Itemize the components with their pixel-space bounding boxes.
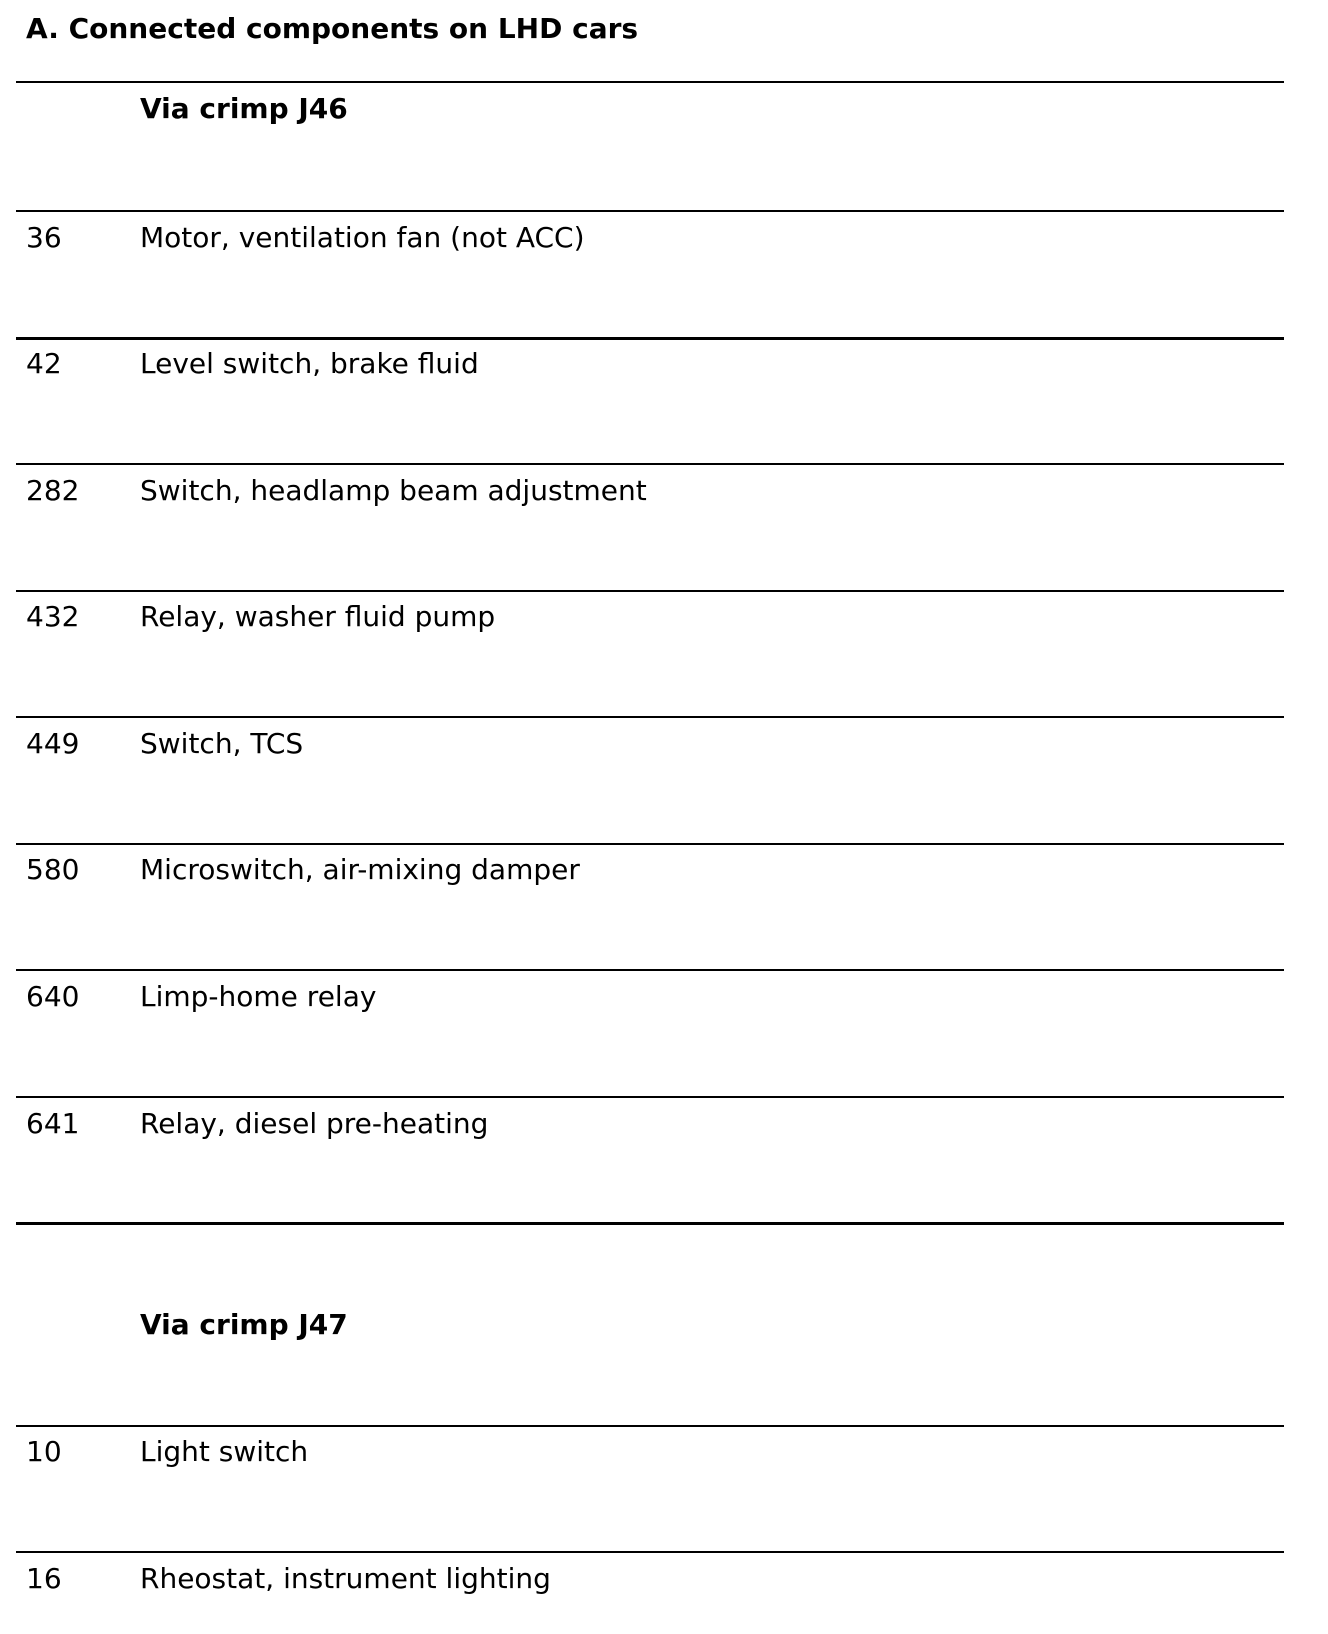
- component-number: 282: [26, 474, 80, 507]
- component-number: 640: [26, 980, 80, 1013]
- component-description: Microswitch, air-mixing damper: [140, 853, 580, 886]
- component-number: 580: [26, 853, 80, 886]
- component-description: Relay, diesel pre-heating: [140, 1107, 489, 1140]
- component-description: Motor, ventilation fan (not ACC): [140, 221, 585, 254]
- component-number: 432: [26, 600, 80, 633]
- component-number: 36: [26, 221, 62, 254]
- component-description: Switch, TCS: [140, 727, 304, 760]
- table-rule: [16, 1425, 1284, 1427]
- table-rule: [16, 337, 1284, 340]
- component-number: 42: [26, 347, 62, 380]
- component-description: Level switch, brake fluid: [140, 347, 479, 380]
- table-rule: [16, 1222, 1284, 1225]
- component-number: 449: [26, 727, 80, 760]
- table-rule: [16, 843, 1284, 845]
- component-number: 641: [26, 1107, 80, 1140]
- table-rule: [16, 210, 1284, 212]
- table-rule: [16, 1551, 1284, 1553]
- table-rule: [16, 590, 1284, 592]
- table-rule: [16, 81, 1284, 83]
- component-description: Rheostat, instrument lighting: [140, 1562, 551, 1595]
- component-description: Relay, washer fluid pump: [140, 600, 496, 633]
- table-rule: [16, 1096, 1284, 1098]
- table-rule: [16, 716, 1284, 718]
- component-description: Limp-home relay: [140, 980, 377, 1013]
- component-description: Switch, headlamp beam adjustment: [140, 474, 647, 507]
- section-heading-j46: Via crimp J46: [140, 92, 348, 125]
- component-number: 16: [26, 1562, 62, 1595]
- section-heading-j47: Via crimp J47: [140, 1308, 348, 1341]
- page-title: A. Connected components on LHD cars: [26, 12, 639, 45]
- component-number: 10: [26, 1435, 62, 1468]
- component-description: Light switch: [140, 1435, 309, 1468]
- table-rule: [16, 969, 1284, 971]
- table-rule: [16, 463, 1284, 465]
